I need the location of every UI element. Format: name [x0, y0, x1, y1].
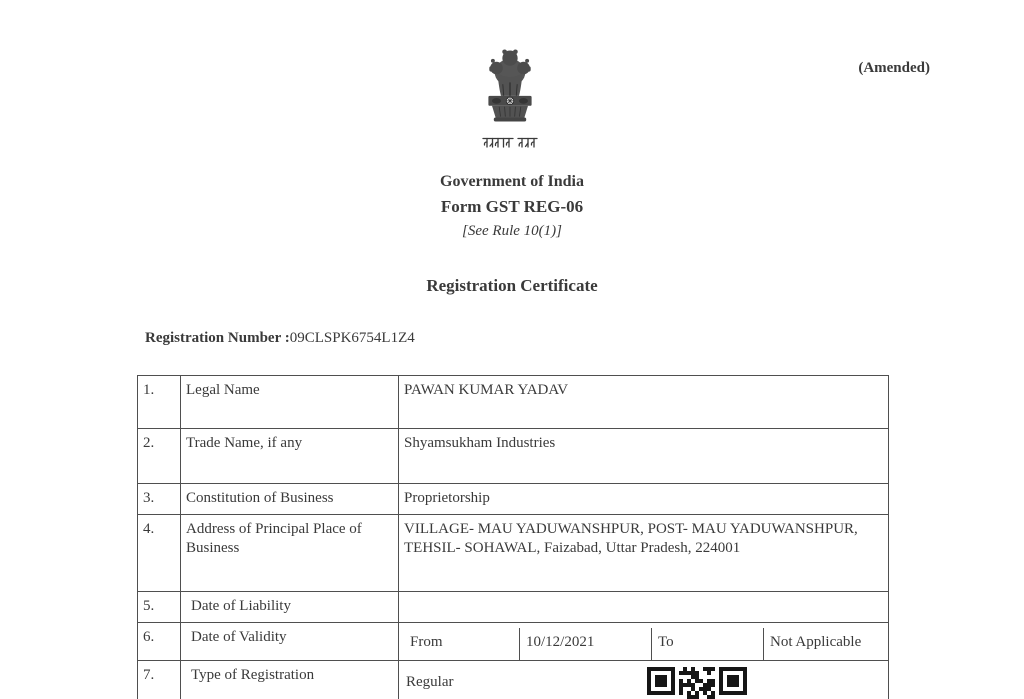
trade-name-value: Shyamsukham Industries	[399, 429, 889, 484]
row-number: 1.	[138, 376, 181, 429]
row-label: Trade Name, if any	[181, 429, 399, 484]
qr-code	[647, 667, 747, 699]
rule-reference: [See Rule 10(1)]	[462, 223, 562, 239]
registration-type-value: Regular	[406, 674, 454, 690]
table-row-trade-name	[138, 429, 889, 484]
constitution-value: Proprietorship	[399, 484, 889, 515]
amended-label: (Amended)	[858, 60, 930, 76]
row-number: 4.	[138, 515, 181, 592]
satyameva-jayate-motto	[482, 136, 538, 149]
table-row-address	[138, 515, 889, 592]
table-row-type-of-registration	[138, 661, 889, 699]
row-label: Type of Registration	[181, 661, 399, 699]
row-number: 3.	[138, 484, 181, 515]
table-row-date-of-liability	[138, 592, 889, 623]
row-number: 6.	[138, 623, 181, 661]
row-label: Legal Name	[181, 376, 399, 429]
table-row-legal-name	[138, 376, 889, 429]
row-label: Date of Validity	[181, 623, 399, 661]
row-number: 2.	[138, 429, 181, 484]
certificate-title: Registration Certificate	[426, 276, 598, 295]
validity-to-label: To	[651, 628, 763, 660]
date-of-liability-value	[399, 592, 889, 623]
india-emblem	[482, 44, 538, 154]
validity-subrow	[404, 628, 883, 660]
row-label: Constitution of Business	[181, 484, 399, 515]
certificate-table	[137, 375, 889, 699]
lion-capital-icon	[483, 44, 537, 128]
row-label: Address of Principal Place of Business	[181, 515, 399, 592]
table-row-constitution	[138, 484, 889, 515]
row-number: 7.	[138, 661, 181, 699]
validity-to-value: Not Applicable	[763, 628, 883, 660]
row-label: Date of Liability	[181, 592, 399, 623]
government-of-india-heading: Government of India	[440, 173, 584, 190]
validity-from-label: From	[410, 634, 443, 650]
registration-number-label: Registration Number :	[145, 330, 290, 346]
form-title: Form GST REG-06	[440, 197, 584, 216]
row-number: 5.	[138, 592, 181, 623]
legal-name-value: PAWAN KUMAR YADAV	[399, 376, 889, 429]
validity-from-value: 10/12/2021	[519, 628, 651, 660]
table-row-date-of-validity	[138, 623, 889, 661]
registration-number-value: 09CLSPK6754L1Z4	[289, 330, 415, 346]
principal-address-value: VILLAGE- MAU YADUWANSHPUR, POST- MAU YADUWANSHPUR, TEHSIL- SOHAWAL, Faizabad, Uttar Pradesh, 224001	[399, 515, 889, 592]
registration-number-line	[145, 330, 415, 347]
